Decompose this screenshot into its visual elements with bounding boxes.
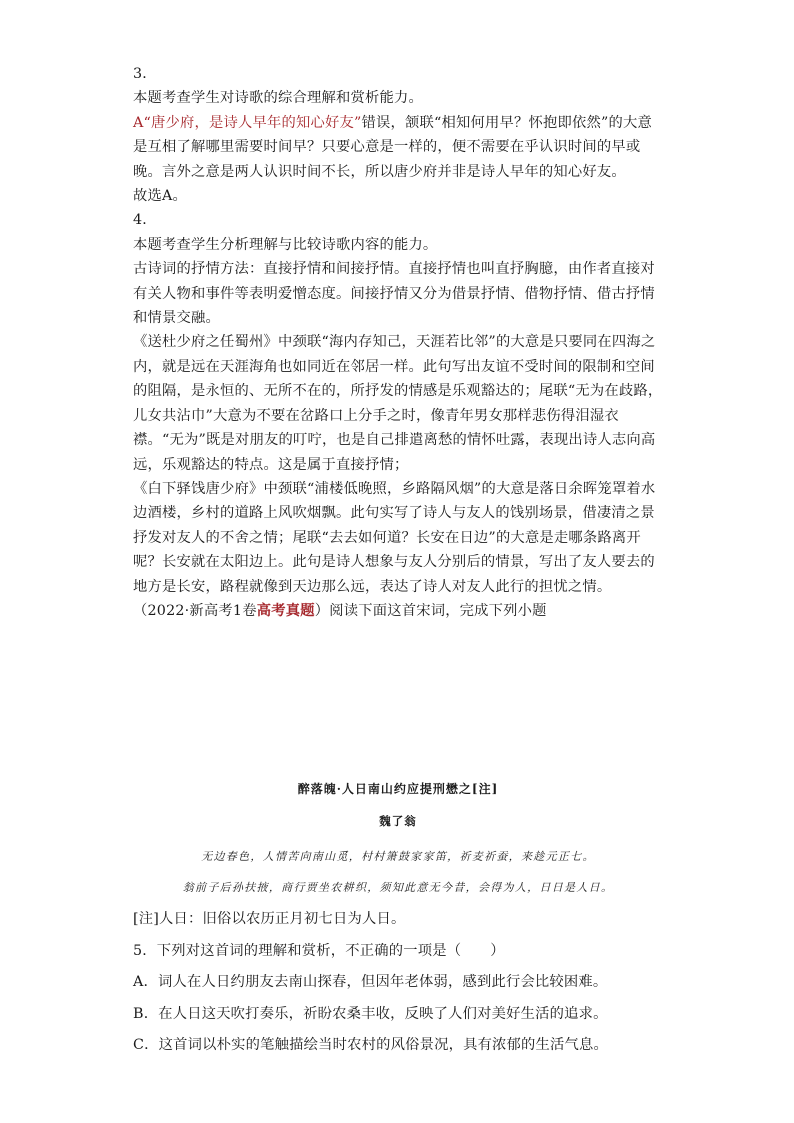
q3-number: 3． xyxy=(133,66,157,82)
poem-title: 醉落魄·人日南山约应提刑懋之[注] xyxy=(297,782,499,796)
q3-quote: “唐少府，是诗人早年的知心好友” xyxy=(143,114,362,131)
source-line xyxy=(133,599,663,623)
source-suffix: ）阅读下面这首宋词，完成下列小题 xyxy=(314,602,547,619)
q4-method: 古诗词的抒情方法：直接抒情和间接抒情。直接抒情也叫直抒胸臆，由作者直接对有关人物和事件等表明爱憎态度。间接抒情又分为借景抒情、借物抒情、借古抒情和情景交融。 xyxy=(133,261,655,327)
q3-option-letter: A xyxy=(133,114,144,131)
q5-stem: 5．下列对这首词的理解和赏析，不正确的一项是（ ） xyxy=(133,942,505,959)
poem-line-1: 无边春色，人情苦向南山觅，村村箫鼓家家笛，祈麦祈蚕，来趁元正七。 xyxy=(201,850,595,863)
source-tag: 高考真题 xyxy=(256,602,315,619)
q3-answer: 故选A。 xyxy=(133,188,188,205)
source-prefix: （2022·新高考1卷 xyxy=(133,602,257,619)
q4-poem2-analysis: 《白下驿饯唐少府》中颈联“浦楼低晚照，乡路隔风烟”的大意是落日余晖笼罩着水边酒楼，乡村的道路上风吹烟飘。此句实写了诗人与友人的饯别场景，借凄清之景抒发对友人的不舍之情；尾联“去去如何道？长安在日边”的大意是走哪条路离开呢？长安就在太阳边上。此句是诗人想象与友人分别后的情景，写出了友人要去的地方是长安，路程就像到天边那么远，表达了诗人对友人此行的担忧之情。 xyxy=(133,480,656,595)
q4-number: 4． xyxy=(133,212,157,229)
poem-note: [注]人日：旧俗以农历正月初七日为人日。 xyxy=(133,911,406,927)
q5-option-a: A．词人在人日约朋友去南山探春，但因年老体弱，感到此行会比较困难。 xyxy=(133,974,608,990)
question-5 xyxy=(133,904,663,1062)
q3-analysis-text: 错误，颔联“相知何用早？怀抱即依然”的大意是互相了解哪里需要时间早？只要心意是一样的，便不需要在乎认识时间的早或晚。言外之意是两人认识时间不长，所以唐少府并非是诗人早年的知心好友。 xyxy=(133,114,652,180)
q5-option-b: B．在人日这天吹打奏乐，祈盼农桑丰收，反映了人们对美好生活的追求。 xyxy=(133,1005,608,1022)
poem-line-2: 翁前子后孙扶掖，商行贾坐农耕织，须知此意无今昔，会得为人，日日是人日。 xyxy=(182,881,614,894)
poem-author: 魏了翁 xyxy=(379,814,417,828)
q4-intro: 本题考查学生分析理解与比较诗歌内容的能力。 xyxy=(133,236,438,253)
q4-poem1-analysis: 《送杜少府之任蜀州》中颈联“海内存知己，天涯若比邻”的大意是只要同在四海之内，就是远在天涯海角也如同近在邻居一样。此句写出友谊不受时间的限制和空间的阻隔，是永恒的、无所不在的，所抒发的情感是乐观豁达的；尾联“无为在歧路，儿女共沾巾”大意为不要在岔路口上分手之时，像青年男女那样悲伤得泪湿衣襟。“无为”既是对朋友的叮咛，也是自己排遣离愁的情怀吐露，表现出诗人志向高远，乐观豁达的特点。这是属于直接抒情； xyxy=(133,334,663,473)
q3-analysis xyxy=(133,111,663,184)
answer-analysis xyxy=(133,62,663,623)
q3-intro: 本题考查学生对诗歌的综合理解和赏析能力。 xyxy=(133,90,423,107)
q5-option-c: C．这首词以朴实的笔触描绘当时农村的风俗景况，具有浓郁的生活气息。 xyxy=(133,1037,609,1053)
